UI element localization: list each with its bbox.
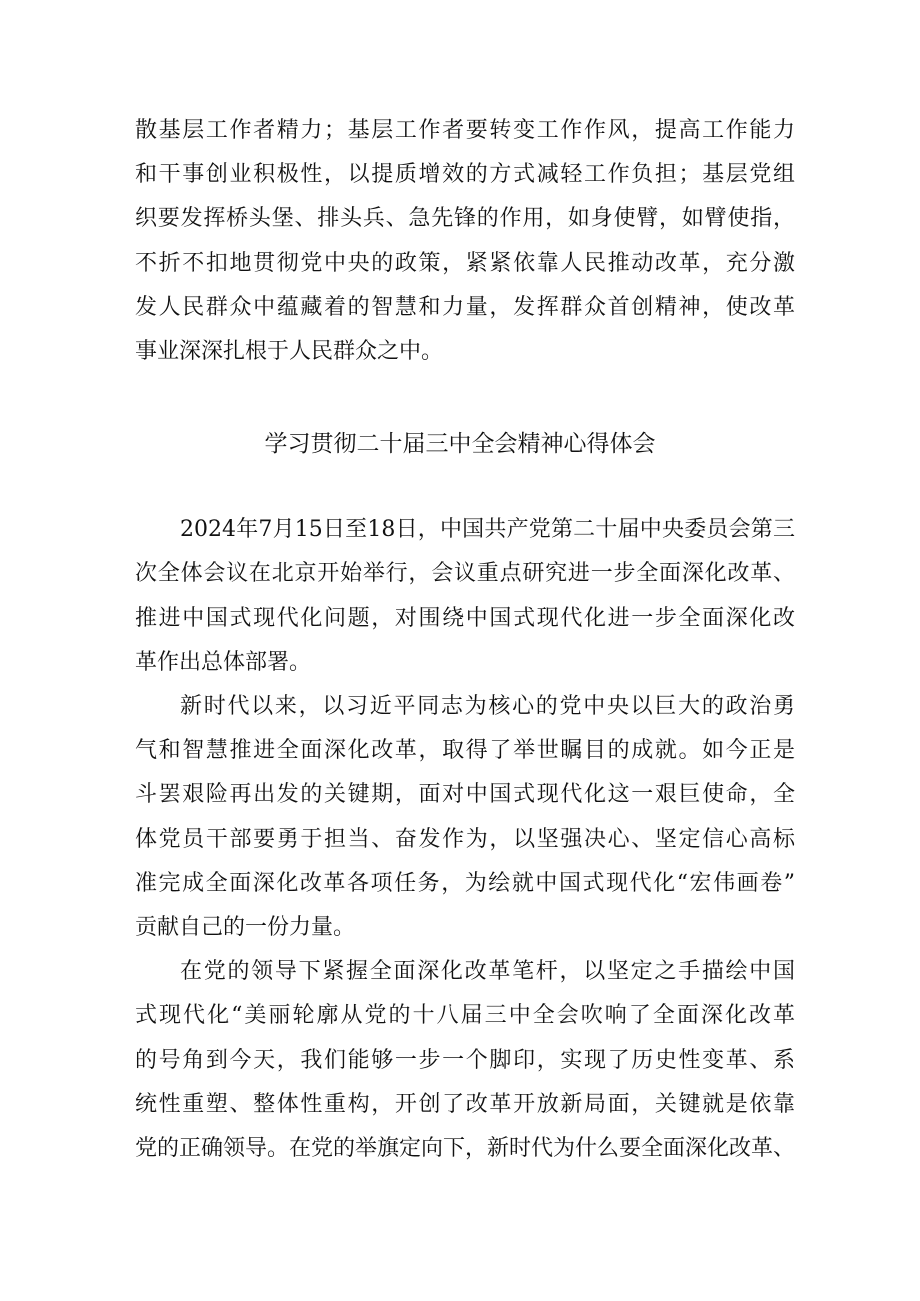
text-line: 斗罢艰险再出发的关键期，面对中国式现代化这一艰巨使命，全 xyxy=(135,782,795,807)
text-line: 不折不扣地贯彻党中央的政策，紧紧依靠人民推动改革，充分激 xyxy=(135,251,795,276)
text-line: 2024年7月15日至18日，中国共产党第二十届中央委员会第三 xyxy=(180,517,795,542)
text-line: 党的正确领导。在党的举旗定向下，新时代为什么要全面深化改革、 xyxy=(135,1136,796,1161)
text-line: 在党的领导下紧握全面深化改革笔杆，以坚定之手描绘中国 xyxy=(180,959,795,984)
article-title: 学习贯彻二十届三中全会精神心得体会 xyxy=(264,431,656,457)
text-line: 的号角到今天，我们能够一步一个脚印，实现了历史性变革、系 xyxy=(135,1048,795,1073)
text-line: 事业深深扎根于人民群众之中。 xyxy=(135,339,444,364)
text-line: 贡献自己的一份力量。 xyxy=(135,915,356,940)
text-line: 统性重塑、整体性重构，开创了改革开放新局面，关键就是依靠 xyxy=(135,1092,795,1117)
text-line: 织要发挥桥头堡、排头兵、急先锋的作用，如身使臂，如臂使指， xyxy=(135,206,795,231)
text-line: 散基层工作者精力；基层工作者要转变工作作风，提高工作能力 xyxy=(135,118,795,143)
text-line: 推进中国式现代化问题，对围绕中国式现代化进一步全面深化改 xyxy=(135,606,795,631)
text-line: 气和智慧推进全面深化改革，取得了举世瞩目的成就。如今正是 xyxy=(135,738,795,763)
text-line: 革作出总体部署。 xyxy=(135,650,312,675)
text-line: 和干事创业积极性，以提质增效的方式减轻工作负担；基层党组 xyxy=(135,162,795,187)
text-line: 次全体会议在北京开始举行，会议重点研究进一步全面深化改革、 xyxy=(135,561,795,586)
text-line: 新时代以来，以习近平同志为核心的党中央以巨大的政治勇 xyxy=(180,694,795,719)
text-line: 准完成全面深化改革各项任务，为绘就中国式现代化“宏伟画卷” xyxy=(135,871,795,896)
text-line: 发人民群众中蕴藏着的智慧和力量，发挥群众首创精神，使改革 xyxy=(135,295,795,320)
text-line: 式现代化“美丽轮廓从党的十八届三中全会吹响了全面深化改革 xyxy=(135,1003,795,1028)
text-line: 体党员干部要勇于担当、奋发作为，以坚强决心、坚定信心高标 xyxy=(135,827,795,852)
